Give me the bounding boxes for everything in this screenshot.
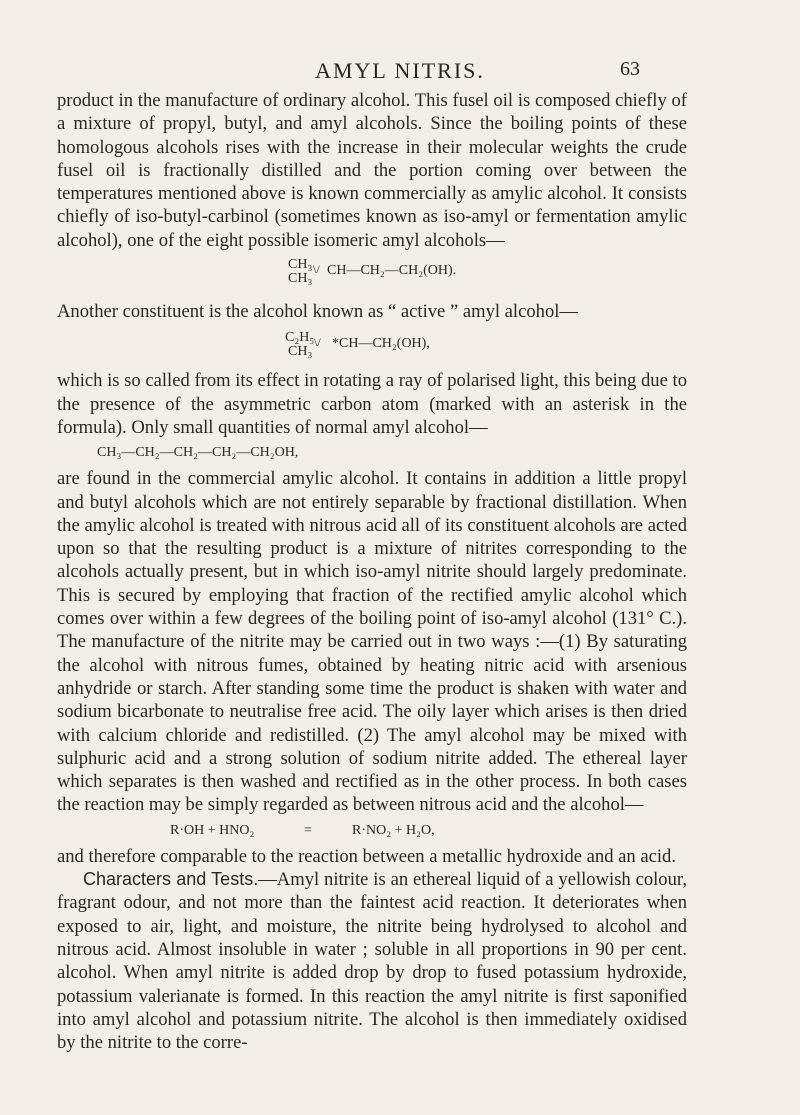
formula-methyl-top: CH₃ xyxy=(288,257,313,273)
paragraph-fusel-oil: product in the manufacture of ordinary alcohol. This fusel oil is composed chiefly of a mixture of propyl, butyl, and amyl alcohols. Since the boiling points of these homologous alcohols rises with the increase in their molecular weights the crude fusel oil is fractionally distilled and the portion coming over between the temperatures mentioned above is known commercially as amylic alcohol. It consists chiefly of iso-butyl-carbinol (sometimes known as iso-amyl or fermentation amylic alcohol), one of the eight possible isomeric amyl alcohols— xyxy=(57,90,687,251)
formula-methyl-bottom: CH₃ xyxy=(288,271,313,287)
formula-ethyl-top: C₂H₅ xyxy=(285,330,315,346)
section-text: —Amyl nitrite is an ethereal liquid of a yellowish colour, fragrant odour, and not more than the faintest acid reaction. It deteriorates when exposed to air, light, and moisture, the nitrite being hydrolysed to alcohol and nitrous acid. Almost insoluble in water ; soluble in all proportions in 90 per cent. alcohol. When amyl nitrite is added drop by drop to fused potassium hydroxide, potassium valerianate is formed. In this reaction the amyl nitrite is first saponified into amyl alcohol and potassium nitrite. The alcohol is then immediately oxidised by the nitrite to the corre- xyxy=(57,869,687,1054)
paragraph-comparison: and therefore comparable to the reaction between a metallic hydroxide and an acid. xyxy=(57,845,676,867)
paragraph-asymmetric-carbon: which is so called from its effect in rotating a ray of polarised light, this being due to the presence of the asymmetric carbon atom (marked with an asterisk in the formula). Only small quantities of normal amyl alcohol— xyxy=(57,370,687,438)
page-body xyxy=(57,89,687,1054)
formula-active-amyl-alcohol xyxy=(57,323,687,369)
formula-iso-butyl-carbinol xyxy=(57,252,687,300)
paragraph-active-amyl: Another constituent is the alcohol known as “ active ” amyl alcohol— xyxy=(57,301,578,323)
formula-branch-bracket: \/ xyxy=(313,262,320,277)
formula-reactants: R·OH + HNO₂ xyxy=(170,822,255,838)
formula-products: R·NO₂ + H₂O, xyxy=(352,822,435,838)
formula-methyl-bottom: CH₃ xyxy=(288,344,313,360)
page-number: 63 xyxy=(620,58,640,80)
formula-chain: CH—CH₂—CH₂(OH). xyxy=(327,263,457,279)
section-heading: Characters and Tests. xyxy=(83,869,259,890)
formula-reaction xyxy=(57,817,687,845)
formula-normal-amyl-alcohol xyxy=(57,439,687,467)
running-head xyxy=(0,58,800,88)
paragraph-characters-and-tests xyxy=(57,868,687,1054)
formula-equals: = xyxy=(304,822,312,838)
formula-chain: CH₃—CH₂—CH₂—CH₂—CH₂OH, xyxy=(97,445,299,461)
page-title: AMYL NITRIS. xyxy=(315,58,485,83)
formula-chain: *CH—CH₂(OH), xyxy=(332,336,430,352)
paragraph-manufacture: are found in the commercial amylic alcohol. It contains in addition a little propyl and butyl alcohols which are not entirely separable by fractional distillation. When the amylic alcohol is treated with nitrous acid all of its constituent alcohols are acted upon so that the resulting product is a mixture of nitrites corresponding to the alcohols actually present, but in which iso-amyl nitrite should largely predominate. This is secured by employing that fraction of the rectified amylic alcohol which comes over within a few degrees of the boiling point of iso-amyl alcohol (131° C.). The manufacture of the nitrite may be carried out in two ways :—(1) By saturating the alcohol with nitrous fumes, obtained by heating nitric acid with arsenious anhydride or starch. After standing some time the product is shaken with water and sodium bicarbonate to neutralise free acid. The oily layer which arises is then dried with calcium chloride and redistilled. (2) The amyl alcohol may be mixed with sulphuric acid and a strong solution of sodium nitrite added. The ethereal layer which separates is then washed and rectified as in the other process. In both cases the reaction may be simply regarded as between nitrous acid and the alcohol— xyxy=(57,468,687,816)
formula-branch-bracket: \/ xyxy=(314,335,321,350)
